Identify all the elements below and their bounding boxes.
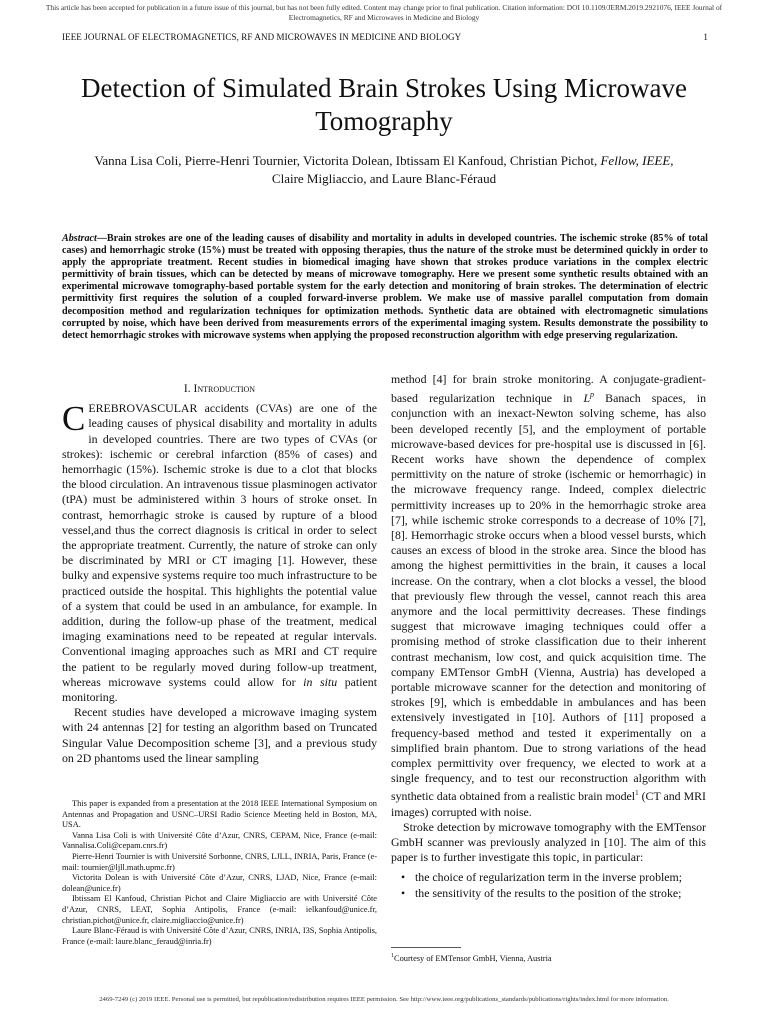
authors-line-1: Vanna Lisa Coli, Pierre-Henri Tournier, Victorita Dolean, Ibtissam El Kanfoud, Christian Pichot, xyxy=(94,153,598,168)
footnote-divider xyxy=(391,947,461,948)
intro-text-1: accidents (CVAs) are one of the leading causes of physical disability and mortality in adults in developed countries. There are two types of CVAs (or strokes): ischemic or cerebral infarction (85% of cases) and hemorrhagic (15%). Ischemic stroke is due to a clot that blocks the blood circulation. An intravenous tissue plasminogen activator (tPA) must be administered within 3 hours of stroke onset. In contrast, hemorrhagic stroke is caused by rupture of a blood vessel,and thus the correct diagnosis is critical in order to select the appropriate treatment. Currently, the nature of stroke can only be discriminated by MRI or CT imaging [1]. However, these bulky and expensive systems require too much infrastructure to be practiced outside the hospital. This highlights the potential value of a system that could be used in an ambulance, for example. In addition, during the follow-up phase of the treatment, medical imaging examinations need to be repeated at regular intervals. Conventional imaging approaches such as MRI and CT require the patient to be regularly moved during follow-up treatment, whereas microwave systems could allow for xyxy=(62,401,377,689)
math-l: L xyxy=(583,391,591,406)
abstract-label: Abstract xyxy=(62,233,97,244)
footnote-number: 1 xyxy=(391,953,394,959)
running-head xyxy=(62,32,708,42)
paper-title: Detection of Simulated Brain Strokes Using Microwave Tomography xyxy=(81,73,687,136)
right-column xyxy=(391,372,706,901)
affiliation-footnotes xyxy=(62,799,377,947)
right-paragraph-1 xyxy=(391,372,706,820)
footnote-conference: This paper is expanded from a presentation at the 2018 IEEE International Symposium on Antennas and Propagation and USNC–URSI Radio Science Meeting held in Boston, MA, USA. xyxy=(62,799,377,830)
footnote-affiliation: Victorita Dolean is with Université Côte d’Azur, CNRS, LJAD, Nice, France (e-mail: dolean@unice.fr) xyxy=(62,873,377,893)
right-footnote xyxy=(391,953,706,963)
drop-cap: C xyxy=(62,399,86,439)
footnote-mark: 1 xyxy=(635,789,639,798)
right-text-b: Banach spaces, in conjunction with an inexact-Newton solving scheme, has also been developed recently [5], and the employment of portable microwave-based devices for pre-hospital use is discussed in [6]. Recent works have shown the dependence of complex permittivity on the nature of stroke (ischemic or hemorrhagic) in the microwave frequency range. Indeed, complex dielectric permittivity increases up to 20% in the hemorrhagic stroke area [7], while ischemic stroke corresponds to a decrease of 10% [7], [8]. Hemorrhagic stroke occurs when a blood vessel bursts, which causes an excess of blood in the stroke area. Since the blood has among the highest permittivities in the brain, it causes a local increase. On the contrary, when a clot blocks a vessel, the blood that previously flew through the vessel, cannot reach this area anymore and the local permittivity decreases. These findings suggest that microwave imaging techniques could offer a promising method of stroke classification due to their inherent contrast mechanism, low cost, and quick acquisition time. The company EMTensor GmbH (Vienna, Austria) has developed a portable microwave scanner for the detection and monitoring of strokes [9], which is embeddable in ambulances and has been extensively investigated in [10]. Authors of [11] proposed a frequency-based method and tested it experimentally on a simplified brain phantom. Due to strong variations of the head complex permittivity over frequency, we elected to work at a single frequency, and to test our reconstruction algorithm with synthetic data obtained from a realistic brain model xyxy=(391,391,706,804)
intro-paragraph-1 xyxy=(62,401,377,705)
lead-word: EREBROVASCULAR xyxy=(88,401,198,416)
list-item: • the choice of regularization term in the inverse problem; xyxy=(415,870,706,885)
author-list xyxy=(55,152,713,187)
authors-line-2: Claire Migliaccio, and Laure Blanc-Féraud xyxy=(271,170,497,186)
section-number: I. xyxy=(183,383,191,395)
right-paragraph-2: Stroke detection by microwave tomography with the EMTensor GmbH scanner was previously analyzed in [10]. The aim of this paper is to further investigate this topic, in particular: xyxy=(391,819,706,865)
footnote-affiliation: Laure Blanc-Féraud is with Université Côte d’Azur, CNRS, INRIA, I3S, Sophia Antipolis, France (e-mail: laure.blanc_feraud@inria.fr) xyxy=(62,926,377,946)
copyright-footer: 2469-7249 (c) 2019 IEEE. Personal use is permitted, but republication/redistribution requires IEEE permission. See http://www.ieee.org/publications_standards/publications/rights/index.html for more information. xyxy=(99,996,669,1003)
footnote-text: Courtesy of EMTensor GmbH, Vienna, Austria xyxy=(394,953,552,963)
intro-paragraph-2: Recent studies have developed a microwave imaging system with 24 antennas [2] for testing an algorithm based on Truncated Singular Value Decomposition scheme [3], and a previous study on 2D phantoms used the linear sampling xyxy=(62,705,377,765)
section-heading xyxy=(62,382,377,397)
footnote-affiliation: Vanna Lisa Coli is with Université Côte d’Azur, CNRS, CEPAM, Nice, France (e-mail: Vannalisa.Coli@cepam.cnrs.fr) xyxy=(62,830,377,851)
left-column xyxy=(62,382,377,766)
author-fellow-note: Fellow, IEEE, xyxy=(600,153,674,168)
section-title: Introduction xyxy=(193,383,256,395)
page-number: 1 xyxy=(703,32,708,42)
list-item: • the sensitivity of the results to the position of the stroke; xyxy=(415,886,706,901)
intro-text-1-end: patient monitoring. xyxy=(62,674,377,705)
footnote-affiliation: Pierre-Henri Tournier is with Université Sorbonne, CNRS, LJLL, INRIA, Paris, France (e-mail: tournier@ljll.math.upmc.fr) xyxy=(62,851,377,872)
publication-notice: This article has been accepted for publication in a future issue of this journal, but has not been fully edited. Content may change prior to final publication. Citation information: DOI 10.1109/JERM.2019.2921076, IEEE Journal of Electromagnetics, RF and Microwaves in Medicine and Biology xyxy=(45,3,723,22)
footnote-affiliation: Ibtissam El Kanfoud, Christian Pichot and Claire Migliaccio are with Université Côte d’Azur, CNRS, LEAT, Sophia Antipolis, France (e-mail: ielkanfoud@unice.fr, christian.pichot@unice.fr, claire.migliaccio@unice.fr) xyxy=(62,894,377,925)
intro-emphasis: in situ xyxy=(303,674,338,689)
journal-name: IEEE JOURNAL OF ELECTROMAGNETICS, RF AND MICROWAVES IN MEDICINE AND BIOLOGY xyxy=(62,32,462,42)
abstract-text: —Brain strokes are one of the leading causes of disability and mortality in adults in developed countries. The ischemic stroke (85% of total cases) and hemorrhagic stroke (15%) must be treated with opposing therapies, thus the nature of the stroke must be determined quickly in order to apply the appropriate treatment. Recent studies in biomedical imaging have shown that strokes produce variations in the complex electric permittivity of brain tissues, which can be detected by means of microwave tomography. Here we present some synthetic results obtained with an experimental microwave tomography-based portable system for the early detection and monitoring of brain strokes. The determination of electric permittivity first requires the solution of a coupled forward-inverse problem. We make use of massive parallel computation from domain decomposition method and regularization techniques for optimization methods. Synthetic data are obtained with electromagnetic simulations corrupted by noise, which have been derived from measurements errors of the experimental imaging system. Results demonstrate the possibility to detect hemorrhagic strokes with microwave systems when applying the proposed reconstruction algorithm with edge preserving regularization. xyxy=(62,233,708,341)
math-sup-p: p xyxy=(590,390,595,400)
right-text-c: (CT and MRI images) corrupted with noise. xyxy=(391,789,706,819)
abstract xyxy=(62,233,708,342)
right-text-a: method [4] for brain stroke monitoring. A conjugate-gradient-based regularization technique in xyxy=(391,372,706,406)
aims-list xyxy=(391,870,706,900)
